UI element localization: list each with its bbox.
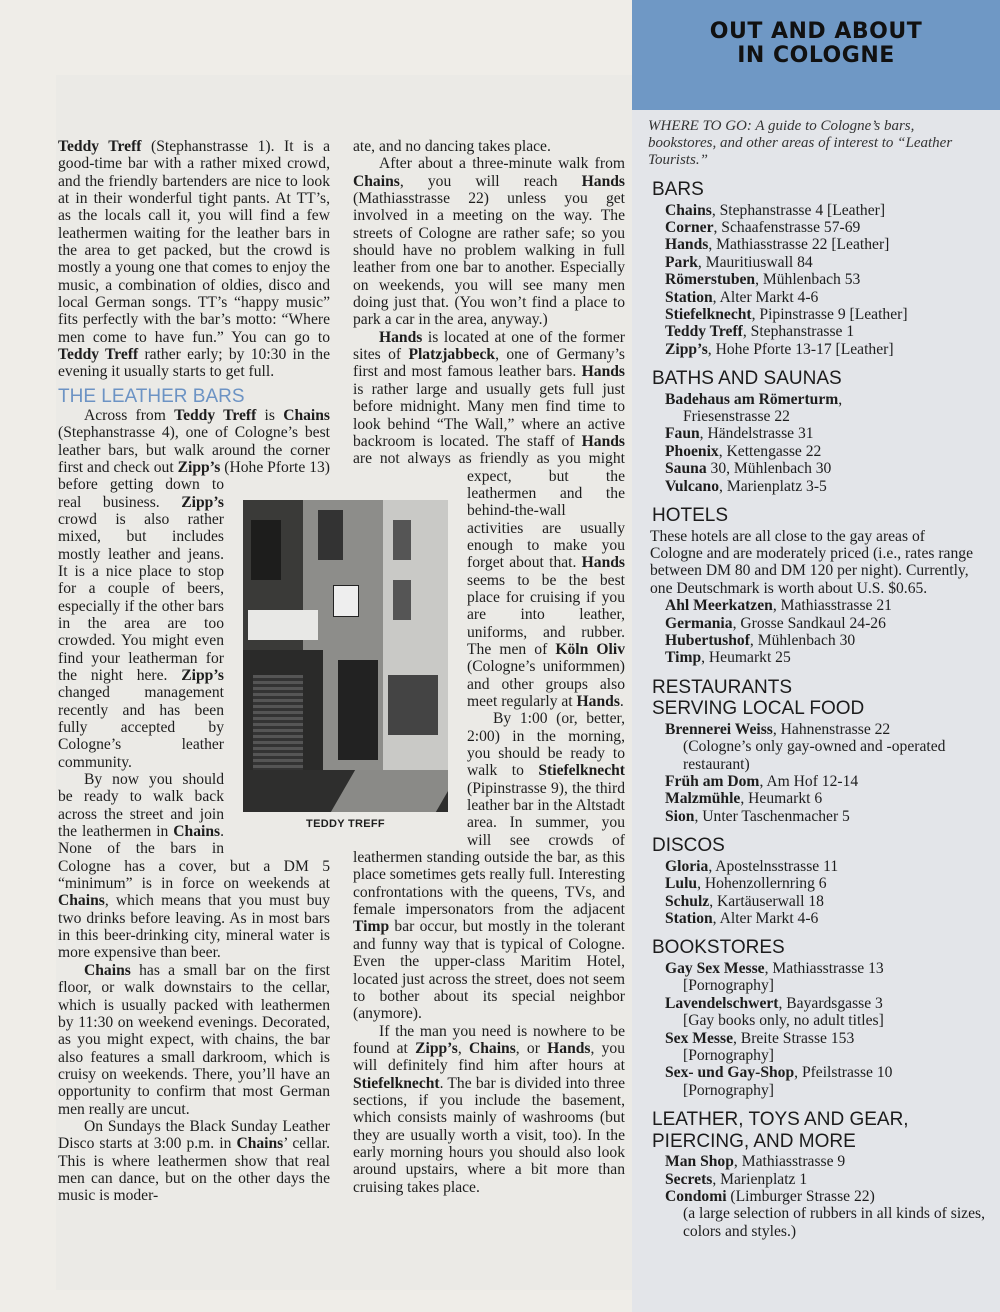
entry-name: Malzmühle	[665, 790, 741, 808]
entry-detail: , Kartäuserwall 18	[709, 892, 824, 910]
text-run: (Cologne’s uniformmen) and other groups also meet regularly at	[467, 658, 625, 710]
venue-name: Hands	[581, 363, 625, 381]
guide-section-title: DISCOS	[652, 835, 725, 857]
venue-name: Chains	[468, 1039, 516, 1057]
guide-entry	[665, 858, 1000, 875]
text-run: , or	[515, 1039, 548, 1057]
sidebar-header	[632, 0, 1000, 110]
text-run: By now you should be ready to walk back across the street and join the leathermen in	[58, 771, 224, 841]
entry-name: Hubertushof	[665, 632, 750, 650]
guide-entry	[665, 960, 1000, 995]
entry-detail: , Pipinstrasse 9 [Leather]	[751, 305, 908, 323]
text-run: After about a three-minute walk from	[379, 155, 625, 173]
entry-detail: , Mühlenbach 53	[755, 271, 861, 289]
entry-detail: , Mathiasstrasse 21	[772, 597, 892, 615]
entry-name: Schulz	[665, 892, 710, 910]
guide-entry	[665, 615, 1000, 632]
venue-name: Stiefelknecht	[538, 762, 625, 780]
entry-detail: , Mathiasstrasse 22 [Leather]	[708, 236, 890, 254]
sidebar-box	[632, 0, 1000, 1312]
entry-note: [Pornography]	[683, 1081, 774, 1099]
guide-entry	[665, 1064, 1000, 1099]
entry-name: Station	[665, 910, 713, 927]
entry-name: Badehaus am Römerturm	[665, 390, 839, 408]
text-run: (Stephanstrasse 1). It is a good-time bar with a rather mixed crowd, and the friendly bartenders are nice to look at in their wonderful tight pants. At TT’s, as the locals call it, you will find a few leathermen waiting for the leather bars in the area to get packed, but the crowd is mostly a young one that comes to enjoy the music, a combination of oldies, disco and local German songs. TT’s “happy music” fits perfectly with the bar’s motto: “Where men come to have fun.” You can go to	[58, 138, 331, 346]
entry-note: (Cologne’s only gay-owned and -operated restaurant)	[683, 738, 946, 773]
venue-name: Chains	[283, 406, 330, 424]
entry-detail: , Hahnenstrasse 22	[772, 720, 891, 738]
venue-name: Zipp’s	[415, 1039, 458, 1057]
entry-detail: , Grosse Sandkaul 24-26	[732, 614, 886, 632]
venue-name: Platzjabbeck	[408, 346, 496, 364]
section-heading: THE LEATHER BARS	[58, 385, 245, 407]
guide-entry	[665, 236, 1000, 253]
text-run: rather early; by 10:30 in the evening it usually starts to get full.	[58, 346, 330, 381]
entry-detail: , Marienplatz 3-5	[719, 477, 827, 495]
text-run: , one of Germany’s first and most famous leather bars.	[353, 346, 625, 381]
entry-note: (a large selection of rubbers in all kinds of sizes, colors and styles.)	[683, 1205, 985, 1240]
guide-section-title: LEATHER, TOYS AND GEAR,	[652, 1109, 909, 1131]
paragraph	[58, 962, 330, 1118]
entry-name: Germania	[665, 614, 733, 632]
entry-detail: , Mühlenbach 30	[749, 632, 856, 650]
entry-name: Zipp’s	[665, 340, 708, 358]
venue-name: Stiefelknecht	[353, 1074, 440, 1092]
entry-name: Früh am Dom	[665, 773, 760, 791]
paragraph	[58, 138, 330, 381]
entry-name: Station	[665, 288, 713, 306]
venue-name: Teddy Treff	[174, 406, 257, 424]
entry-detail: , Händelstrasse 31	[699, 425, 814, 443]
entry-name: Ahl Meerkatzen	[665, 597, 773, 615]
entry-name: Corner	[665, 218, 714, 236]
entry-detail: , Apostelnsstrasse 11	[708, 857, 839, 875]
entry-detail: , Kettengasse 22	[718, 442, 822, 460]
venue-name: Chains	[58, 892, 105, 910]
text-run: ate, and no dancing takes place.	[353, 138, 551, 155]
entry-name: Faun	[665, 425, 700, 443]
teddy-treff-photo	[243, 500, 448, 812]
venue-name: Zipp’s	[181, 493, 224, 511]
guide-entry	[665, 254, 1000, 271]
guide-entry	[665, 875, 1000, 892]
text-run: seems to be the best place for cruising if you are into leather, uniforms, and rubber. The men of	[467, 571, 625, 658]
text-run: . The bar is divided into three sections, if you include the basement, which consists mainly of washrooms (but they are usually worth a visit, too). In the early morning hours you should also look around upstairs, where a bit more than cruising takes place.	[353, 1074, 625, 1196]
guide-section	[632, 678, 1000, 825]
text-run: .	[619, 693, 624, 710]
text-run: , which means that you must buy two drinks before leaving. As in most bars in this beer-drinking city, mineral water is more expensive than beer.	[58, 892, 330, 962]
venue-name: Hands	[379, 328, 423, 346]
entry-name: Sion	[665, 807, 695, 825]
venue-name: Hands	[581, 172, 625, 190]
venue-name: Chains	[173, 823, 221, 841]
entry-name: Gay Sex Messe	[665, 959, 765, 977]
entry-detail: , Breite Strasse 153	[733, 1029, 855, 1047]
text-run: . None of the bars in Cologne has a cover, but a DM 5 “minimum” is in force on weekends at	[58, 823, 330, 893]
guide-entry	[665, 597, 1000, 614]
venue-name: Zipp’s	[181, 666, 224, 684]
guide-entry	[665, 219, 1000, 236]
paragraph	[353, 1023, 625, 1196]
entry-detail: , Pfeilstrasse 10	[794, 1064, 893, 1082]
text-run: ,	[457, 1039, 469, 1057]
guide-entry	[665, 790, 1000, 807]
text-run: (Hohe Pforte 13) before getting down to real business.	[58, 458, 331, 511]
entry-name: Hands	[665, 236, 709, 254]
guide-section	[632, 369, 1000, 495]
paragraph	[58, 1118, 330, 1205]
entry-name: Lavendelschwert	[665, 994, 779, 1012]
text-run: are not always as friendly as you might expect, but the leathermen and the behind-the-wall activities are usually enough to make you forget about that.	[353, 450, 625, 572]
guide-entry	[665, 773, 1000, 790]
text-run: (Mathiasstrasse 22) unless you get involved in a meeting on the way. The streets of Cologne are rather safe; so you should have no problem walking in full leather from one bar to another. Especially on weekends, you will see many men doing just that. (You won’t find a place to park a car in the area, anyway.)	[353, 190, 625, 329]
entry-detail: , Mauritiuswall 84	[697, 253, 813, 271]
entry-name: Phoenix	[665, 442, 719, 460]
text-run: (Stephanstrasse 4), one of Cologne’s best leather bars, but walk around the corner first and check out	[58, 424, 330, 476]
guide-entry	[665, 632, 1000, 649]
guide-section-title: BARS	[652, 179, 704, 200]
entry-detail: , Am Hof 12-14	[759, 773, 859, 791]
photo-caption: TEDDY TREFF	[306, 818, 385, 830]
entry-detail: , Stephanstrasse 4 [Leather]	[711, 201, 886, 219]
entry-detail: , Stephanstrasse 1	[742, 323, 855, 341]
entry-name: Teddy Treff	[665, 323, 743, 341]
guide-section-title: BATHS AND SAUNAS	[652, 368, 842, 390]
venue-name: Chains	[353, 172, 400, 190]
entry-name: Brennerei Weiss	[665, 720, 773, 738]
text-run: , you will definitely find him after hours at	[353, 1039, 625, 1075]
guide-section-title: HOTELS	[652, 505, 729, 527]
text-run: is rather large and usually gets full just before midnight. Many men find time to look behind “The Wall,” where an active backroom is located. The staff of	[353, 380, 625, 450]
text-run: is located at one of the former sites of	[353, 328, 625, 364]
entry-name: Sauna	[665, 460, 707, 478]
venue-name: Zipp’s	[177, 458, 221, 476]
entry-name: Secrets	[665, 1170, 713, 1188]
entry-detail: 30, Mühlenbach 30	[706, 460, 832, 478]
entry-name: Stiefelknecht	[665, 305, 752, 323]
guide-section	[632, 938, 1000, 1099]
paragraph	[353, 155, 625, 328]
entry-name: Gloria	[665, 857, 709, 875]
guide-entry	[665, 910, 1000, 927]
guide-entry	[665, 341, 1000, 358]
entry-detail: , Heumarkt 6	[740, 790, 823, 808]
text-run: has a small bar on the first floor, or walk downstairs to the cellar, which is usually packed with leathermen by 11:30 on weekend evenings. Decorated, as you might expect, with chains, the bar also features a small darkroom, which is cruisy on weekends. There, you’ll have an opportunity to confirm that most German men really are uncut.	[58, 961, 330, 1118]
guide-entry	[665, 306, 1000, 323]
text-run: is	[256, 406, 284, 424]
guide-entry	[665, 1188, 1000, 1240]
guide-section-title: BOOKSTORES	[652, 937, 785, 959]
guide-entry	[665, 460, 1000, 477]
entry-detail: , Mathiasstrasse 13	[764, 959, 884, 977]
sidebar-title-line-2: IN COLOGNE	[737, 43, 895, 68]
venue-name: Hands	[547, 1039, 591, 1057]
text-run: (Pipinstrasse 9), the third leather bar in the Altstadt area. In summer, you will see crowds of leathermen standing outside the bar, as this place sometimes gets really full. Interesting confrontations with the queens, TVs, and female impersonators from the adjacent	[353, 779, 625, 919]
guide-entry	[665, 649, 1000, 666]
entry-detail: , Alter Markt 4-6	[712, 288, 819, 306]
venue-name: Köln Oliv	[555, 640, 625, 658]
entry-name: Sex Messe	[665, 1029, 733, 1047]
entry-name: Timp	[665, 649, 702, 667]
venue-name: Chains	[84, 961, 131, 979]
venue-name: Teddy Treff	[58, 138, 142, 155]
guide-entry	[665, 323, 1000, 340]
entry-name: Lulu	[665, 875, 698, 893]
sidebar-intro: WHERE TO GO: A guide to Cologne’s bars, bookstores, and other areas of interest to “Leather Tourists.”	[648, 118, 953, 168]
venue-name: Hands	[576, 693, 620, 710]
guide-entry	[665, 443, 1000, 460]
guide-entry	[665, 289, 1000, 306]
text-run: By 1:00 (or, better, 2:00) in the morning, you should be ready to walk to	[467, 710, 625, 780]
guide-entry	[665, 271, 1000, 288]
guide-entry	[665, 995, 1000, 1030]
text-run: On Sundays the Black Sunday Leather Disco starts at 3:00 p.m. in	[58, 1117, 330, 1153]
entry-detail: , Unter Taschenmacher 5	[694, 807, 850, 825]
guide-entry	[665, 425, 1000, 442]
entry-note: Friesenstrasse 22	[683, 408, 790, 426]
guide-entry	[665, 478, 1000, 495]
guide-section	[632, 836, 1000, 927]
venue-name: Hands	[581, 554, 625, 572]
text-run: If the man you need is nowhere to be found at	[353, 1022, 625, 1057]
guide-entry	[665, 1171, 1000, 1188]
text-run: ’ cellar. This is where leathermen show that real men can dance, but on the other days the music is moder-	[58, 1135, 330, 1205]
entry-name: Vulcano	[665, 477, 720, 495]
entry-detail: ,	[838, 390, 843, 408]
entry-detail: (Limburger Strasse 22)	[726, 1187, 875, 1205]
sidebar-title-line-1: OUT AND ABOUT	[709, 19, 923, 44]
guide-entry	[665, 1153, 1000, 1170]
venue-name: Chains	[236, 1135, 284, 1153]
guide-entry	[665, 202, 1000, 219]
entry-name: Römerstuben	[665, 271, 756, 289]
guide-entry	[665, 391, 1000, 426]
entry-name: Park	[665, 253, 698, 271]
text-run: bar occur, but mostly in the tolerant and funny way that is typical of Cologne. Even the upper-class Maritim Hotel, located just across the street, does not seem to bother about its special neighbor (anymore).	[353, 918, 625, 1023]
entry-name: Chains	[665, 201, 712, 219]
entry-detail: , Mathiasstrasse 9	[733, 1153, 846, 1171]
entry-name: Sex- und Gay-Shop	[665, 1064, 795, 1082]
guide-entry	[665, 721, 1000, 773]
guide-section	[632, 180, 1000, 358]
entry-detail: , Hohe Pforte 13-17 [Leather]	[707, 340, 894, 358]
entry-detail: , Heumarkt 25	[701, 649, 791, 667]
guide-section-title-cont: SERVING LOCAL FOOD	[652, 698, 865, 720]
entry-note: [Gay books only, no adult titles]	[683, 1012, 884, 1030]
venue-name: Hands	[581, 432, 625, 450]
entry-name: Man Shop	[665, 1153, 734, 1171]
text-run: changed management recently and has been fully accepted by Cologne’s leather community.	[58, 684, 224, 771]
entry-note: [Pornography]	[683, 977, 774, 995]
venue-name: Timp	[353, 918, 390, 936]
text-run: , you will reach	[399, 172, 582, 190]
sidebar-sections	[632, 180, 1000, 1240]
text-run: Across from	[84, 406, 175, 424]
guide-section	[632, 506, 1000, 667]
text-run: crowd is also rather mixed, but includes mostly leather and jeans. It is a nice place to stop for a couple of beers, especially if the other bars in the area are too crowded. You might even find your leatherman for the night here.	[58, 510, 224, 684]
guide-section-title: RESTAURANTS	[652, 676, 793, 698]
guide-section-title-cont: PIERCING, AND MORE	[652, 1130, 856, 1152]
entry-detail: , Schaafenstrasse 57-69	[713, 218, 861, 236]
guide-section-text: These hotels are all close to the gay areas of Cologne and are moderately priced (i.e., rates range between DM 80 and DM 120 per night). Currently, one Deutschmark is worth about U.S. $0.65.	[650, 527, 973, 597]
guide-entry	[665, 1030, 1000, 1065]
guide-entry	[665, 808, 1000, 825]
paragraph	[353, 138, 625, 155]
entry-detail: , Alter Markt 4-6	[712, 910, 819, 927]
entry-detail: , Bayardsgasse 3	[778, 994, 883, 1012]
guide-section	[632, 1110, 1000, 1240]
entry-note: [Pornography]	[683, 1046, 774, 1064]
entry-detail: , Hohenzollernring 6	[697, 875, 827, 893]
entry-name: Condomi	[665, 1187, 727, 1205]
guide-entry	[665, 893, 1000, 910]
entry-detail: , Marienplatz 1	[712, 1170, 808, 1188]
venue-name: Teddy Treff	[58, 346, 139, 364]
